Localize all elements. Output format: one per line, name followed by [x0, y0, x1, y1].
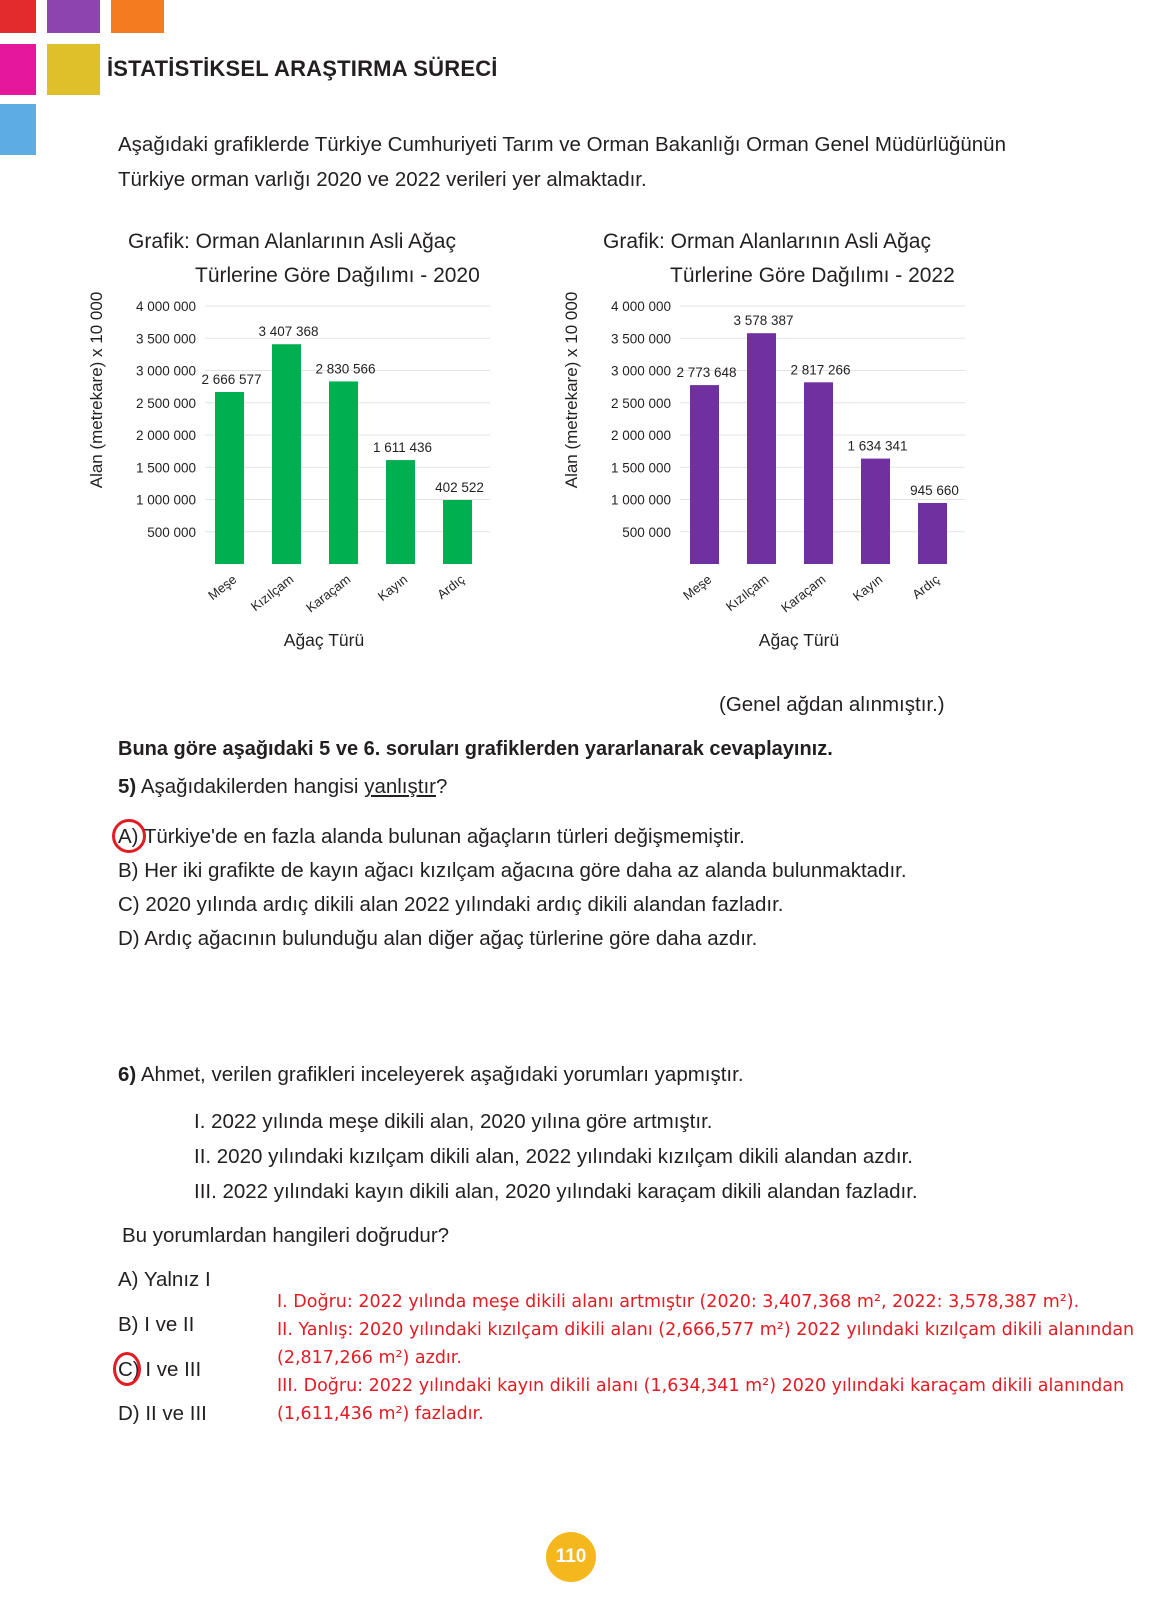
chart-2020-svg	[80, 222, 520, 662]
chart-2022-ytick-label: 500 000	[622, 524, 671, 540]
chart-2020-data-label-0: 2 666 577	[201, 372, 262, 388]
chart-2020-ytick-label: 500 000	[147, 524, 196, 540]
question-5-underlined: yanlıştır	[364, 775, 436, 798]
chart-2022-data-label-4: 945 660	[910, 483, 959, 499]
question-5-text: Aşağıdakilerden hangisi	[140, 775, 359, 798]
q6-option-a: A) Yalnız I	[118, 1268, 211, 1291]
question-5-number: 5)	[118, 775, 137, 798]
instruction-text: Buna göre aşağıdaki 5 ve 6. soruları grafiklerden yararlanarak cevaplayınız.	[118, 738, 833, 760]
q6-option-c: C) I ve III	[118, 1358, 202, 1381]
intro-paragraph: Aşağıdaki grafiklerde Türkiye Cumhuriyeti Tarım ve Orman Bakanlığı Orman Genel Müdürlüğünün Türkiye orman varlığı 2020 ve 2022 verileri yer almaktadır.	[118, 133, 1006, 191]
chart-2020-bar-1	[272, 344, 301, 564]
chart-2020-xlabel: Ağaç Türü	[283, 630, 365, 650]
chart-2022-ytick-label: 4 000 000	[610, 299, 671, 314]
page-number: 110	[546, 1532, 596, 1582]
annotation-line-2: II. Yanlış: 2020 yılındaki kızılçam dikili alanı (2,666,577 m²) 2022 yılındaki kızılçam dikili alanından (2,817,266 m²) azdır.	[277, 1320, 1135, 1368]
chart-2020-ytick-label: 1 500 000	[135, 460, 196, 476]
chart-2022-category-label-3: Kayın	[849, 571, 886, 604]
annotation-line-3: III. Doğru: 2022 yılındaki kayın dikili alanı (1,634,341 m²) 2020 yılındaki karaçam dikili alanından (1,611,436 m²) fazladır.	[277, 1376, 1125, 1424]
answer-circle-q6	[113, 1352, 141, 1386]
chart-2022-ytick-label: 1 000 000	[610, 492, 671, 508]
chart-2020-ytick-label: 1 000 000	[135, 492, 196, 508]
q6-statement-1: I. 2022 yılında meşe dikili alan, 2020 yılına göre artmıştır.	[194, 1110, 713, 1133]
chart-2022-category-label-0: Meşe	[680, 571, 715, 603]
chart-2022-ytick-label: 2 000 000	[610, 428, 671, 443]
chart-2020-category-label-2: Karaçam	[303, 571, 354, 616]
decor-square-yellow	[47, 44, 100, 95]
chart-2020-data-label-1: 3 407 368	[258, 324, 319, 340]
chart-2022-bar-1	[747, 333, 776, 564]
chart-2020-ytick-label: 2 000 000	[135, 428, 196, 443]
decor-square-red	[0, 0, 36, 33]
chart-2022-data-label-2: 2 817 266	[790, 362, 851, 378]
chart-2022-title-line1: Grafik: Orman Alanlarının Asli Ağaç	[603, 230, 931, 253]
chart-2020-title-line1: Grafik: Orman Alanlarının Asli Ağaç	[128, 230, 456, 253]
source-note: (Genel ağdan alınmıştır.)	[719, 693, 945, 716]
chart-2022-data-label-1: 3 578 387	[733, 313, 794, 329]
chart-2020-category-label-4: Ardıç	[434, 571, 468, 603]
chart-2022-ytick-label: 1 500 000	[610, 460, 671, 476]
chart-2022-ytick-label: 3 000 000	[610, 363, 671, 379]
chart-2022-svg	[555, 222, 995, 662]
chart-2020-ytick-label: 4 000 000	[135, 299, 196, 314]
chart-2022-category-label-2: Karaçam	[778, 571, 829, 616]
q6-statement-2: II. 2020 yılındaki kızılçam dikili alan, 2022 yılındaki kızılçam dikili alandan azdır.	[194, 1145, 913, 1168]
decor-square-purple	[47, 0, 100, 33]
section-title: İSTATİSTİKSEL ARAŞTIRMA SÜRECİ	[107, 56, 498, 81]
handwritten-annotation	[277, 1288, 1137, 1428]
chart-2022-xlabel: Ağaç Türü	[758, 630, 840, 650]
chart-2022-bar-3	[861, 459, 890, 564]
chart-2020-bar-3	[386, 460, 415, 564]
chart-2020-data-label-3: 1 611 436	[372, 440, 433, 456]
question-5	[118, 775, 447, 799]
chart-2020	[80, 222, 520, 662]
chart-2020-ytick-label: 3 000 000	[135, 363, 196, 379]
chart-2020-bar-2	[329, 381, 358, 564]
q6-statement-3: III. 2022 yılındaki kayın dikili alan, 2020 yılındaki karaçam dikili alandan fazladır.	[194, 1180, 918, 1203]
chart-2022	[555, 222, 995, 662]
chart-2022-title-line2: Türlerine Göre Dağılımı - 2022	[670, 264, 955, 287]
chart-2020-bar-0	[215, 392, 244, 564]
chart-2020-data-label-2: 2 830 566	[315, 361, 376, 377]
q6-option-d: D) II ve III	[118, 1402, 207, 1425]
question-6-text: Ahmet, verilen grafikleri inceleyerek aşağıdaki yorumları yapmıştır.	[140, 1063, 744, 1086]
decor-square-pink	[0, 44, 36, 95]
q6-option-b: B) I ve II	[118, 1313, 195, 1336]
chart-2022-data-label-3: 1 634 341	[847, 438, 908, 454]
q5-option-b: B) Her iki grafikte de kayın ağacı kızılçam ağacına göre daha az alanda bulunmaktadır.	[118, 859, 907, 882]
chart-2020-ytick-label: 2 500 000	[135, 395, 196, 411]
question-6	[118, 1063, 744, 1087]
chart-2022-bar-0	[690, 385, 719, 564]
decor-square-blue	[0, 104, 36, 155]
chart-2022-category-label-4: Ardıç	[909, 571, 943, 603]
annotation-line-1: I. Doğru: 2022 yılında meşe dikili alanı artmıştır (2020: 3,407,368 m², 2022: 3,578,387 m²).	[277, 1292, 1080, 1312]
q5-option-a: A) Türkiye'de en fazla alanda bulunan ağaçların türleri değişmemiştir.	[118, 825, 745, 848]
answer-circle-q5	[112, 819, 146, 853]
chart-2020-bar-4	[443, 500, 472, 564]
chart-2022-category-label-1: Kızılçam	[722, 571, 772, 615]
chart-2022-ylabel: Alan (metrekare) x 10 000	[562, 291, 581, 489]
q6-question: Bu yorumlardan hangileri doğrudur?	[122, 1224, 450, 1247]
chart-2020-data-label-4: 402 522	[435, 479, 484, 495]
chart-2022-ytick-label: 3 500 000	[610, 331, 671, 347]
chart-2020-category-label-1: Kızılçam	[247, 571, 297, 615]
chart-2022-bar-4	[918, 503, 947, 564]
q5-option-c: C) 2020 yılında ardıç dikili alan 2022 yılındaki ardıç dikili alandan fazladır.	[118, 893, 784, 916]
chart-2020-ytick-label: 3 500 000	[135, 331, 196, 347]
chart-2020-ylabel: Alan (metrekare) x 10 000	[87, 291, 106, 489]
chart-2022-data-label-0: 2 773 648	[676, 365, 737, 381]
chart-2022-ytick-label: 2 500 000	[610, 395, 671, 411]
question-6-number: 6)	[118, 1063, 137, 1086]
chart-2020-title-line2: Türlerine Göre Dağılımı - 2020	[195, 264, 480, 287]
question-5-mark: ?	[435, 775, 448, 798]
q5-option-d: D) Ardıç ağacının bulunduğu alan diğer ağaç türlerine göre daha azdır.	[118, 927, 758, 950]
chart-2020-category-label-3: Kayın	[374, 571, 411, 604]
chart-2022-bar-2	[804, 382, 833, 564]
decor-square-orange	[111, 0, 164, 33]
chart-2020-category-label-0: Meşe	[205, 571, 240, 603]
